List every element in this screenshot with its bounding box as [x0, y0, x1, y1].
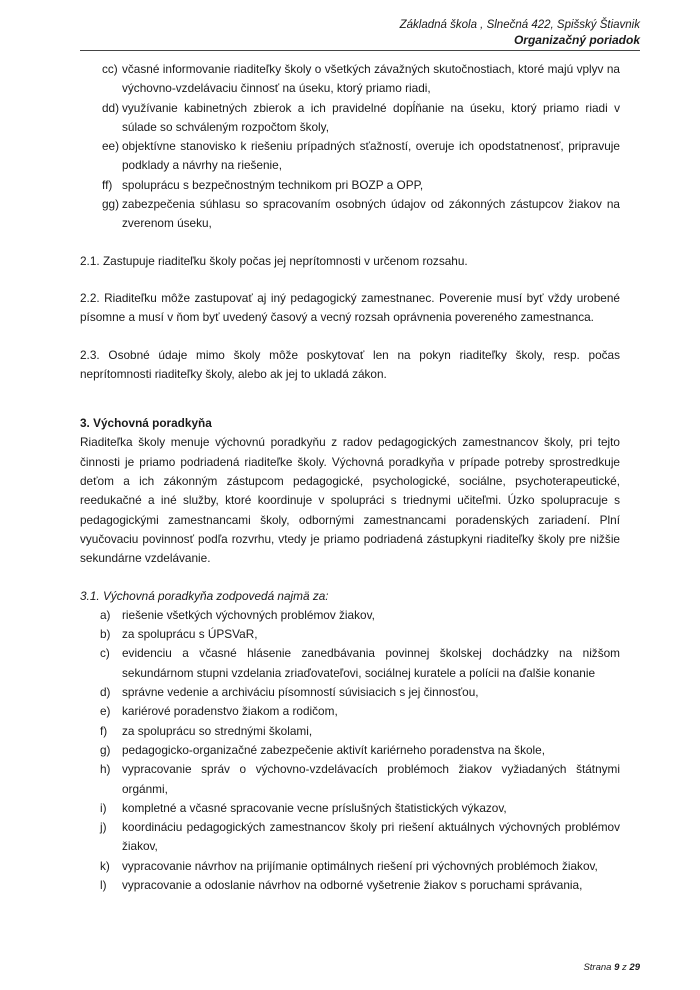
list-text: za spoluprácu s ÚPSVaR, [122, 627, 258, 642]
header-document-title: Organizačný poriadok [513, 33, 640, 47]
list-item [80, 741, 620, 760]
list-item [80, 876, 620, 895]
list-marker: e) [100, 704, 111, 719]
paragraph-2-1: 2.1. Zastupuje riaditeľku školy počas jej neprítomnosti v určenom rozsahu. [80, 253, 468, 268]
list-marker: cc) [102, 62, 118, 76]
footer-label: Strana [583, 962, 612, 973]
list-text: správne vedenie a archiváciu písomností súvisiacich s jej činnosťou, [122, 685, 479, 700]
section-body: Riaditeľka školy menuje výchovnú poradkyňu z radov pedagogických zamestnancov školy, pri tejto činnosti je priamo podriadená riaditeľke školy. Výchovná poradkyňa v prípade potreby sprostredkuje deťom a ich zákonným zástupcom pedagogické, psychologické, sociálne, psychoterapeutické, reedukačné a iné služby, ktoré koordinuje v spolupráci s triednymi učiteľmi. Úzko spolupracuje s pedagogickými zamestnancami školy, odbornými zamestnancami poradenských zariadení. Plní vyučovaciu povinnosť podľa rozvrhu, vtedy je priamo podriadená zástupkyni riaditeľky školy pre nižšie sekundárne vzdelávanie. [80, 435, 620, 566]
section-intro: 3.1. Výchovná poradkyňa zodpovedá najmä za: [80, 588, 329, 603]
list-item [80, 606, 620, 625]
list-text: vypracovanie návrhov na prijímanie optimálnych riešení pri výchovných problémoch žiakov, [122, 858, 598, 873]
list-marker: d) [100, 685, 111, 700]
list-marker: b) [100, 627, 111, 642]
list-item [80, 702, 620, 721]
list-text: objektívne stanovisko k riešeniu prípadných sťažností, overuje ich opodstatnenosť, pripravuje podklady a návrhy na riešenie, [122, 139, 620, 173]
list-marker: ff) [102, 177, 113, 192]
footer-page-number: 9 [614, 962, 620, 973]
list-text: vypracovanie a odoslanie návrhov na odborné vyšetrenie žiakov s poruchami správania, [122, 877, 583, 892]
list-text: riešenie všetkých výchovných problémov žiakov, [122, 607, 375, 622]
list-item [80, 818, 620, 857]
list-marker: l) [100, 877, 107, 892]
footer-of: z [622, 962, 627, 973]
list-item [80, 857, 620, 876]
list-marker: gg) [102, 197, 120, 212]
continued-list [80, 60, 620, 234]
responsibilities-list [80, 606, 620, 895]
list-text: koordináciu pedagogických zamestnancov školy pri riešení aktuálnych výchovných problémov žiakov, [122, 820, 620, 854]
list-marker: a) [100, 607, 111, 622]
list-text: pedagogicko-organizačné zabezpečenie aktivít kariérneho poradenstva na škole, [122, 742, 545, 757]
list-marker: ee) [102, 139, 120, 154]
header-divider [80, 50, 640, 51]
list-item [80, 799, 620, 818]
list-item [80, 195, 620, 234]
list-item [80, 99, 620, 138]
list-marker: j) [100, 820, 107, 835]
page-footer [583, 962, 640, 973]
list-text: kompletné a včasné spracovanie vecne príslušných štatistických výkazov, [122, 800, 507, 815]
list-text: včasné informovanie riaditeľky školy o všetkých závažných skutočnostiach, ktoré majú vplyv na výchovno-vzdelávaciu činnosť na úseku, ktorý priamo riadi, [122, 62, 620, 96]
list-text: vypracovanie správ o výchovno-vzdelávacích problémoch žiakov vyžiadaných štátnymi orgánmi, [122, 762, 620, 796]
list-marker: c) [100, 646, 110, 661]
list-marker: k) [100, 858, 110, 873]
list-item [80, 683, 620, 702]
list-item [80, 137, 620, 176]
list-marker: i) [100, 800, 107, 815]
footer-page-total: 29 [629, 962, 640, 973]
list-marker: g) [100, 742, 111, 757]
list-marker: f) [100, 723, 108, 738]
list-text: kariérové poradenstvo žiakom a rodičom, [122, 704, 338, 719]
list-item [80, 760, 620, 799]
list-item [80, 176, 620, 195]
list-item [80, 722, 620, 741]
section-heading: 3. Výchovná poradkyňa [80, 416, 212, 431]
list-text: evidenciu a včasné hlásenie zanedbávania povinnej školskej dochádzky na nižšom sekundárnom stupni vzdelania zriaďovateľovi, sociálnej kuratele a polícii na ďalšie konanie [122, 646, 620, 680]
list-text: využívanie kabinetných zbierok a ich pravidelné dopĺňanie na úseku, ktorý priamo riadi v súlade so schváleným rozpočtom školy, [122, 100, 620, 134]
list-marker: dd) [102, 100, 120, 115]
list-item [80, 60, 620, 99]
page-header [400, 18, 640, 48]
header-school: Základná škola , Slnečná 422, Spišský Štiavnik [399, 19, 640, 31]
list-item [80, 644, 620, 683]
list-text: zabezpečenia súhlasu so spracovaním osobných údajov od zákonných zástupcov žiakov na zverenom úseku, [122, 197, 620, 231]
paragraph-2-3: 2.3. Osobné údaje mimo školy môže poskytovať len na pokyn riaditeľky školy, resp. počas neprítomnosti riaditeľky školy, alebo ak jej to ukladá zákon. [80, 347, 620, 381]
list-item [80, 625, 620, 644]
page-content [80, 60, 620, 895]
paragraph-2-2: 2.2. Riaditeľku môže zastupovať aj iný pedagogický zamestnanec. Poverenie musí byť vždy urobené písomne a musí v ňom byť uvedený časový a vecný rozsah oprávnenia povereného zamestnanca. [80, 290, 620, 325]
list-text: za spoluprácu so strednými školami, [122, 723, 313, 738]
list-marker: h) [100, 762, 111, 777]
list-text: spoluprácu s bezpečnostným technikom pri BOZP a OPP, [122, 177, 424, 192]
